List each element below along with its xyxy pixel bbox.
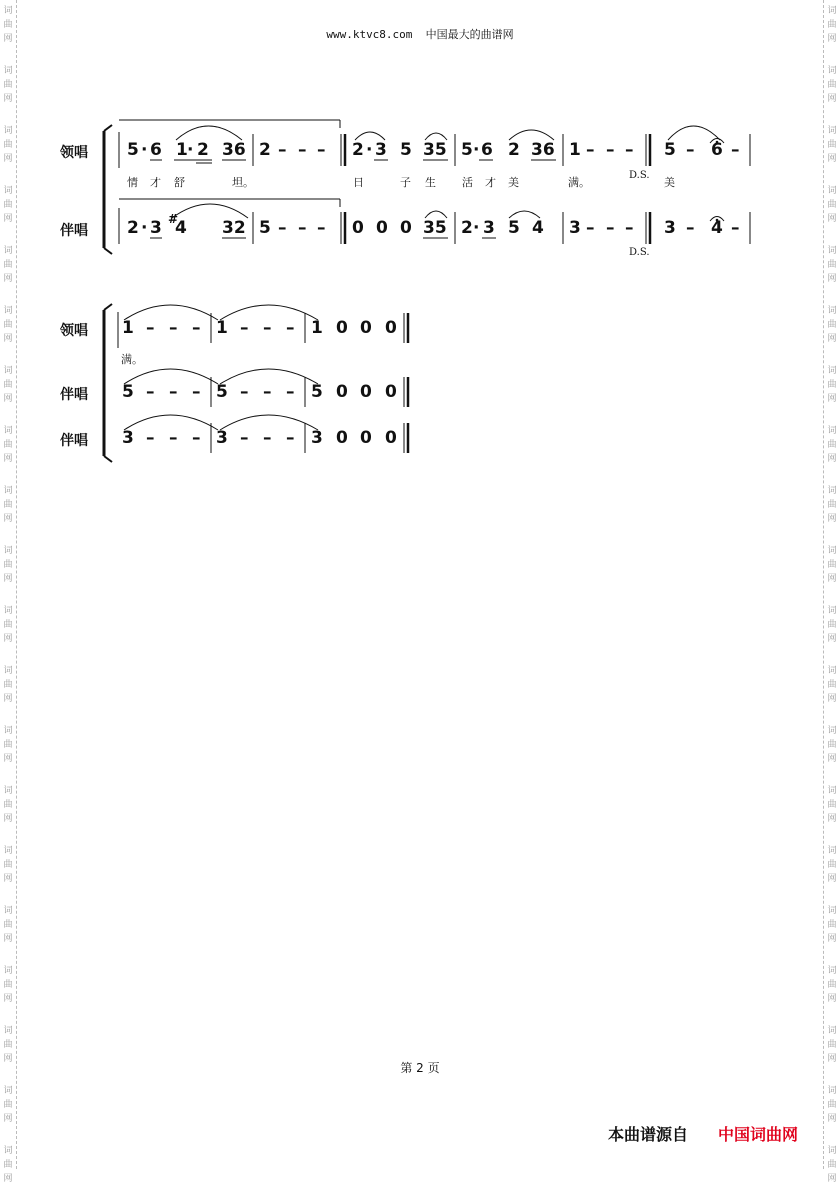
watermark-glyph: 曲 xyxy=(827,920,837,930)
note: 0 xyxy=(360,382,372,402)
watermark-glyph: 曲 xyxy=(3,620,13,630)
watermark-glyph: 网 xyxy=(827,634,837,644)
note: 1 xyxy=(216,318,228,338)
watermark-glyph: 词 xyxy=(827,426,837,436)
watermark-glyph: 词 xyxy=(3,666,13,676)
watermark-glyph: 网 xyxy=(3,874,13,884)
sharp-sign: # xyxy=(168,212,179,226)
note: 0 xyxy=(385,318,397,338)
watermark-glyph: 网 xyxy=(3,1054,13,1064)
watermark-glyph: 词 xyxy=(3,606,13,616)
note: – xyxy=(586,218,595,238)
watermark-glyph: 曲 xyxy=(3,1040,13,1050)
source-label: 本曲谱源自 xyxy=(608,1125,689,1144)
page-number: 第 2 页 xyxy=(400,1061,440,1075)
watermark-glyph: 词 xyxy=(827,306,837,316)
watermark-glyph: 曲 xyxy=(3,1100,13,1110)
dot: · xyxy=(141,140,148,160)
lyric: 子 xyxy=(400,176,411,189)
watermark-glyph: 曲 xyxy=(827,320,837,330)
watermark-glyph: 曲 xyxy=(827,680,837,690)
note: 2 xyxy=(461,218,473,238)
watermark-glyph: 词 xyxy=(827,366,837,376)
note: – xyxy=(625,140,634,160)
watermark-glyph: 网 xyxy=(3,394,13,404)
note: – xyxy=(586,140,595,160)
note: – xyxy=(278,218,287,238)
note: – xyxy=(146,382,155,402)
watermark-glyph: 网 xyxy=(827,274,837,284)
accomp-vocal-label: 伴唱 xyxy=(60,387,88,403)
watermark-glyph: 网 xyxy=(3,334,13,344)
lyric: 美 xyxy=(508,176,519,189)
note: – xyxy=(263,318,272,338)
watermark-glyph: 词 xyxy=(827,1086,837,1096)
note: 36 xyxy=(531,140,555,160)
accomp-vocal-label: 伴唱 xyxy=(60,223,88,239)
note: 1 xyxy=(122,318,134,338)
note: 35 xyxy=(423,218,447,238)
dot: · xyxy=(473,140,480,160)
note: 6 xyxy=(150,140,162,160)
watermark-glyph: 词 xyxy=(3,306,13,316)
note: 5 xyxy=(216,382,228,402)
note: – xyxy=(146,428,155,448)
note: 0 xyxy=(360,428,372,448)
watermark-glyph: 网 xyxy=(3,754,13,764)
note: 3 xyxy=(150,218,162,238)
watermark-glyph: 网 xyxy=(3,454,13,464)
watermark-glyph: 词 xyxy=(3,66,13,76)
watermark-glyph: 曲 xyxy=(3,860,13,870)
watermark-glyph: 曲 xyxy=(3,380,13,390)
note: – xyxy=(606,218,615,238)
note: – xyxy=(286,428,295,448)
watermark-glyph: 网 xyxy=(3,694,13,704)
lyric: 舒 xyxy=(174,176,185,189)
watermark-glyph: 曲 xyxy=(827,140,837,150)
watermark-glyph: 词 xyxy=(3,246,13,256)
dot: · xyxy=(141,218,148,238)
note: – xyxy=(192,382,201,402)
note: – xyxy=(263,382,272,402)
note: 0 xyxy=(400,218,412,238)
watermark-glyph: 词 xyxy=(827,486,837,496)
note: 6 xyxy=(481,140,493,160)
lyric: 才 xyxy=(485,176,496,189)
watermark-glyph: 词 xyxy=(3,546,13,556)
watermark-glyph: 词 xyxy=(3,786,13,796)
note: – xyxy=(686,218,695,238)
watermark-glyph: 曲 xyxy=(3,920,13,930)
note: – xyxy=(169,428,178,448)
watermark-glyph: 词 xyxy=(827,846,837,856)
watermark-glyph: 网 xyxy=(3,574,13,584)
watermark-glyph: 网 xyxy=(827,394,837,404)
watermark-glyph: 词 xyxy=(3,186,13,196)
dal-segno-marking: D.S. xyxy=(629,247,650,258)
note: 0 xyxy=(336,382,348,402)
watermark-glyph: 网 xyxy=(3,34,13,44)
note: 32 xyxy=(222,218,246,238)
dot: · xyxy=(366,140,373,160)
note: 1 xyxy=(176,140,188,160)
watermark-glyph: 曲 xyxy=(827,380,837,390)
lyric: 满。 xyxy=(568,176,590,189)
lyric: 才 xyxy=(150,176,161,189)
dot: · xyxy=(187,140,194,160)
note: – xyxy=(625,218,634,238)
watermark-glyph: 曲 xyxy=(3,320,13,330)
note: 0 xyxy=(336,428,348,448)
note: 3 xyxy=(311,428,323,448)
note: 2 xyxy=(508,140,520,160)
watermark-glyph: 词 xyxy=(3,1146,13,1156)
note: 5 xyxy=(127,140,139,160)
lyric: 美 xyxy=(664,176,675,189)
watermark-glyph: 曲 xyxy=(3,200,13,210)
watermark-glyph: 曲 xyxy=(3,80,13,90)
watermark-glyph: 曲 xyxy=(3,560,13,570)
note: 6 xyxy=(711,140,723,160)
note: 2 xyxy=(352,140,364,160)
watermark-glyph: 曲 xyxy=(3,980,13,990)
watermark-glyph: 词 xyxy=(827,126,837,136)
watermark-glyph: 词 xyxy=(827,966,837,976)
watermark-glyph: 曲 xyxy=(3,1160,13,1170)
note: – xyxy=(169,318,178,338)
note: 4 xyxy=(175,218,187,238)
note: 5 xyxy=(664,140,676,160)
note: 0 xyxy=(385,382,397,402)
watermark-glyph: 词 xyxy=(3,366,13,376)
watermark-glyph: 词 xyxy=(3,426,13,436)
note: – xyxy=(240,428,249,448)
watermark-glyph: 曲 xyxy=(3,500,13,510)
watermark-glyph: 词 xyxy=(827,666,837,676)
watermark-glyph: 曲 xyxy=(827,560,837,570)
watermark-glyph: 词 xyxy=(827,606,837,616)
note: 5 xyxy=(122,382,134,402)
note: – xyxy=(606,140,615,160)
watermark-glyph: 网 xyxy=(3,934,13,944)
note: – xyxy=(731,218,740,238)
watermark-glyph: 曲 xyxy=(3,440,13,450)
note: 36 xyxy=(222,140,246,160)
note: 3 xyxy=(122,428,134,448)
watermark-glyph: 曲 xyxy=(3,740,13,750)
watermark-glyph: 词 xyxy=(827,1026,837,1036)
watermark-glyph: 网 xyxy=(3,514,13,524)
watermark-glyph: 词 xyxy=(827,546,837,556)
watermark-glyph: 网 xyxy=(3,274,13,284)
watermark-glyph: 曲 xyxy=(827,500,837,510)
watermark-glyph: 网 xyxy=(827,1174,837,1184)
watermark-glyph: 曲 xyxy=(827,260,837,270)
watermark-glyph: 网 xyxy=(827,1054,837,1064)
note: 0 xyxy=(385,428,397,448)
lead-vocal-label: 领唱 xyxy=(60,323,88,339)
note: – xyxy=(263,428,272,448)
note: 1 xyxy=(311,318,323,338)
note: 3 xyxy=(664,218,676,238)
note: – xyxy=(192,318,201,338)
header-tagline: 中国最大的曲谱网 xyxy=(425,28,514,41)
note: – xyxy=(686,140,695,160)
watermark-glyph: 曲 xyxy=(827,1040,837,1050)
lead-vocal-label: 领唱 xyxy=(60,145,88,161)
header-site-url: www.ktvc8.com xyxy=(326,28,413,41)
note: – xyxy=(240,382,249,402)
note: 5 xyxy=(400,140,412,160)
note: 5 xyxy=(259,218,271,238)
watermark-glyph: 曲 xyxy=(827,800,837,810)
watermark-glyph: 曲 xyxy=(827,860,837,870)
watermark-glyph: 曲 xyxy=(827,980,837,990)
watermark-glyph: 网 xyxy=(827,214,837,224)
watermark-glyph: 网 xyxy=(827,94,837,104)
note: 0 xyxy=(360,318,372,338)
watermark-glyph: 词 xyxy=(827,726,837,736)
note: 4 xyxy=(532,218,544,238)
watermark-glyph: 词 xyxy=(827,6,837,16)
watermark-glyph: 网 xyxy=(3,154,13,164)
watermark-glyph: 曲 xyxy=(3,140,13,150)
watermark-glyph: 网 xyxy=(3,634,13,644)
watermark-glyph: 曲 xyxy=(827,620,837,630)
watermark-glyph: 曲 xyxy=(827,200,837,210)
note: 0 xyxy=(352,218,364,238)
watermark-glyph: 曲 xyxy=(827,440,837,450)
note: 0 xyxy=(336,318,348,338)
watermark-glyph: 词 xyxy=(827,1146,837,1156)
watermark-glyph: 曲 xyxy=(827,1100,837,1110)
watermark-glyph: 网 xyxy=(827,814,837,824)
lyric: 生 xyxy=(425,176,436,189)
watermark-glyph: 网 xyxy=(827,1114,837,1124)
watermark-glyph: 曲 xyxy=(827,1160,837,1170)
note: – xyxy=(731,140,740,160)
watermark-glyph: 网 xyxy=(827,934,837,944)
watermark-glyph: 词 xyxy=(3,1026,13,1036)
watermark-glyph: 网 xyxy=(827,34,837,44)
note: – xyxy=(169,382,178,402)
watermark-glyph: 网 xyxy=(3,1114,13,1124)
note: 3 xyxy=(216,428,228,448)
watermark-glyph: 曲 xyxy=(3,680,13,690)
watermark-glyph: 曲 xyxy=(827,80,837,90)
watermark-glyph: 网 xyxy=(3,814,13,824)
watermark-glyph: 曲 xyxy=(3,800,13,810)
note: 2 xyxy=(197,140,209,160)
note: – xyxy=(286,382,295,402)
note: 3 xyxy=(483,218,495,238)
accomp-vocal-label: 伴唱 xyxy=(60,433,88,449)
watermark-glyph: 词 xyxy=(3,726,13,736)
note: 5 xyxy=(311,382,323,402)
note: 0 xyxy=(376,218,388,238)
watermark-glyph: 词 xyxy=(3,1086,13,1096)
watermark-glyph: 网 xyxy=(827,994,837,1004)
note: 35 xyxy=(423,140,447,160)
watermark-glyph: 网 xyxy=(827,334,837,344)
watermark-glyph: 曲 xyxy=(3,260,13,270)
watermark-glyph: 词 xyxy=(3,486,13,496)
note: – xyxy=(278,140,287,160)
watermark-glyph: 词 xyxy=(827,906,837,916)
watermark-glyph: 网 xyxy=(827,454,837,464)
watermark-glyph: 网 xyxy=(827,754,837,764)
watermark-glyph: 网 xyxy=(827,874,837,884)
watermark-glyph: 网 xyxy=(3,214,13,224)
note: – xyxy=(298,140,307,160)
watermark-glyph: 词 xyxy=(827,186,837,196)
watermark-glyph: 网 xyxy=(3,994,13,1004)
watermark-glyph: 曲 xyxy=(827,740,837,750)
watermark-glyph: 网 xyxy=(827,694,837,704)
dal-segno-marking: D.S. xyxy=(629,170,650,181)
watermark-glyph: 词 xyxy=(827,786,837,796)
watermark-glyph: 曲 xyxy=(827,20,837,30)
note: 2 xyxy=(127,218,139,238)
note: 3 xyxy=(569,218,581,238)
lyric: 日 xyxy=(353,176,364,189)
watermark-glyph: 网 xyxy=(3,1174,13,1184)
dot: · xyxy=(473,218,480,238)
note: 5 xyxy=(461,140,473,160)
note: – xyxy=(192,428,201,448)
note: – xyxy=(298,218,307,238)
watermark-glyph: 网 xyxy=(827,514,837,524)
watermark-glyph: 词 xyxy=(827,246,837,256)
watermark-glyph: 词 xyxy=(3,906,13,916)
note: 4 xyxy=(711,218,723,238)
watermark-glyph: 词 xyxy=(3,6,13,16)
lyric: 情 xyxy=(127,176,138,189)
note: – xyxy=(286,318,295,338)
note: – xyxy=(240,318,249,338)
source-site-link[interactable]: 中国词曲网 xyxy=(718,1125,799,1144)
watermark-glyph: 网 xyxy=(827,154,837,164)
watermark-glyph: 网 xyxy=(827,574,837,584)
note: – xyxy=(317,218,326,238)
note: – xyxy=(146,318,155,338)
note: 2 xyxy=(259,140,271,160)
watermark-glyph: 曲 xyxy=(3,20,13,30)
watermark-glyph: 词 xyxy=(3,126,13,136)
note: – xyxy=(317,140,326,160)
note: 5 xyxy=(508,218,520,238)
note: 3 xyxy=(375,140,387,160)
note: 1 xyxy=(569,140,581,160)
lyric: 活 xyxy=(462,176,473,189)
lyric: 满。 xyxy=(121,353,143,366)
watermark-glyph: 词 xyxy=(3,966,13,976)
watermark-glyph: 网 xyxy=(3,94,13,104)
lyric: 坦。 xyxy=(232,176,254,189)
watermark-glyph: 词 xyxy=(827,66,837,76)
watermark-glyph: 词 xyxy=(3,846,13,856)
